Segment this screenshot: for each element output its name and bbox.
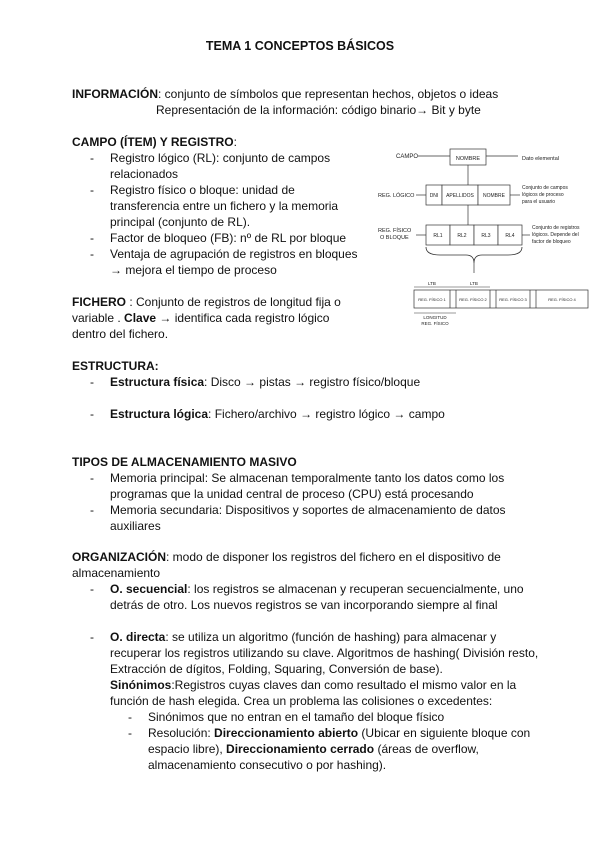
- organizacion-text: : modo de disponer los registros del fichero en el dispositivo de almacenamiento: [72, 550, 501, 580]
- secuencial-text: : los registros se almacenan y recuperan secuencialmente, uno detrás de otro. Los nuevos registros se van incorporando siempre al final: [110, 582, 524, 612]
- record-diagram: [370, 145, 590, 330]
- informacion-line: [72, 86, 532, 102]
- rf-label: REG. FÍSICO: [378, 228, 412, 234]
- rf-note: lógicos. Depende del: [532, 232, 579, 238]
- rf-cell-text: RL4: [505, 233, 515, 239]
- brace: [426, 247, 522, 263]
- estructura-logica-label: Estructura lógica: [110, 407, 209, 421]
- direccionamiento-cerrado: Direccionamiento cerrado: [226, 742, 375, 756]
- list-item: - Memoria principal: Se almacenan temporalmente tanto los datos como los programas que la unidad central de proceso (CPU) está procesando: [90, 470, 537, 502]
- estructura-section: [72, 358, 542, 422]
- tipos-heading: TIPOS DE ALMACENAMIENTO MASIVO: [72, 455, 297, 469]
- campo-heading-line: [72, 134, 362, 150]
- block-mark: LTB: [428, 281, 436, 286]
- block-mark: LTB: [470, 281, 478, 286]
- directa-label: O. directa: [110, 630, 166, 644]
- resolucion-text1: (Ubicar en siguiente bloque con espacio libre),: [148, 726, 531, 756]
- directa-text: : se utiliza un algoritmo (función de hashing) para almacenar y recuperar los registros utilizando su clave. Algoritmos de hashing( División resto, Extracción de dígitos, Folding, Squaring, Conversión de base).: [110, 630, 539, 676]
- list-item: - Ventaja de agrupación de registros en bloques → mejora el tiempo de proceso: [90, 246, 362, 278]
- informacion-text: : conjunto de símbolos que representan hechos, objetos o ideas: [158, 87, 499, 101]
- tipos-section: [72, 454, 537, 534]
- informacion-heading: INFORMACIÓN: [72, 87, 158, 101]
- list-item: - Memoria secundaria: Dispositivos y soportes de almacenamiento de datos auxiliares: [90, 502, 537, 534]
- rf-cell-text: RL3: [481, 233, 491, 239]
- resolucion-label: Resolución:: [148, 726, 215, 740]
- list-item: [90, 374, 542, 390]
- page-title: TEMA 1 CONCEPTOS BÁSICOS: [205, 39, 395, 53]
- clave-term: Clave: [124, 311, 157, 325]
- rl-note: lógicos de proceso: [522, 192, 564, 198]
- block-bottom: LONGITUD: [423, 315, 447, 320]
- rl-note: para el usuario: [522, 199, 556, 205]
- organizacion-heading: ORGANIZACIÓN: [72, 550, 166, 564]
- block-cell-text: REG. FÍSICO 1: [418, 297, 446, 302]
- informacion-line2: Representación de la información: código binario→ Bit y byte: [156, 103, 481, 117]
- estructura-fisica-label: Estructura física: [110, 375, 205, 389]
- list-item: [90, 629, 542, 773]
- tipos-list: [90, 470, 537, 534]
- campo-note: Dato elemental: [522, 156, 559, 162]
- rl-cell-text: NOMBRE: [483, 193, 505, 199]
- rf-cell-text: RL2: [457, 233, 467, 239]
- list-item: [128, 725, 542, 773]
- rf-cell-text: RL1: [433, 233, 443, 239]
- estructura-list: [90, 374, 542, 422]
- rf-note: factor de bloqueo: [532, 239, 571, 245]
- campo-section: [72, 134, 362, 278]
- sinonimos-text: :Registros cuyas claves dan como resultado el mismo valor en la función de hash elegida. Crea un problema las colisiones o excedentes:: [110, 678, 517, 708]
- rf-label: O BLOQUE: [380, 235, 409, 241]
- campo-heading: CAMPO (ÍTEM) Y REGISTRO: [72, 135, 234, 149]
- campo-label: CAMPO: [396, 154, 419, 160]
- rl-cell-text: DNI: [429, 193, 439, 199]
- estructura-fisica-text: : Disco → pistas → registro físico/bloque: [204, 375, 421, 389]
- list-item: - Sinónimos que no entran en el tamaño del bloque físico: [128, 709, 542, 725]
- rl-note: Conjunto de campos: [522, 185, 568, 191]
- secuencial-label: O. secuencial: [110, 582, 188, 596]
- list-item: [90, 581, 542, 613]
- estructura-heading: ESTRUCTURA:: [72, 359, 159, 373]
- direccionamiento-abierto: Direccionamiento abierto: [214, 726, 359, 740]
- fichero-heading: FICHERO: [72, 295, 126, 309]
- block-cell-text: REG. FÍSICO 3: [499, 297, 527, 302]
- sinonimos-label: Sinónimos: [110, 678, 172, 692]
- list-item: - Factor de bloqueo (FB): nº de RL por bloque: [90, 230, 362, 246]
- rf-note: Conjunto de registros: [532, 225, 580, 231]
- rl-cell-text: APELLIDOS: [446, 193, 474, 199]
- campo-list: [90, 150, 362, 278]
- block-cell-text: REG. FÍSICO 4: [548, 297, 576, 302]
- block-cell-text: REG. FÍSICO 2: [459, 297, 487, 302]
- sinonimos-list: [128, 709, 542, 773]
- organizacion-section: [72, 549, 542, 773]
- list-item: [90, 406, 542, 422]
- list-item: - Registro físico o bloque: unidad de transferencia entre un fichero y la memoria principal (conjunto de RL).: [90, 182, 362, 230]
- sinonimos-paragraph: [110, 677, 542, 709]
- block-bottom: REG. FÍSICO: [421, 321, 449, 326]
- rl-label: REG. LÓGICO: [378, 193, 415, 199]
- fichero-section: [72, 294, 357, 342]
- campo-box-text: NOMBRE: [455, 156, 481, 162]
- campo-colon: :: [233, 135, 237, 149]
- organizacion-intro: [72, 549, 542, 581]
- fichero-text1: : Conjunto de registros de longitud fija o variable .: [72, 295, 341, 325]
- list-item: - Registro lógico (RL): conjunto de campos relacionados: [90, 150, 362, 182]
- fichero-text2: → identifica cada registro lógico dentro del fichero.: [72, 311, 330, 341]
- estructura-logica-text: : Fichero/archivo → registro lógico → campo: [208, 407, 445, 421]
- organizacion-list: [90, 581, 542, 773]
- resolucion-text2: (áreas de overflow, almacenamiento consecutivo o por hashing).: [148, 742, 479, 772]
- informacion-section: [72, 86, 532, 118]
